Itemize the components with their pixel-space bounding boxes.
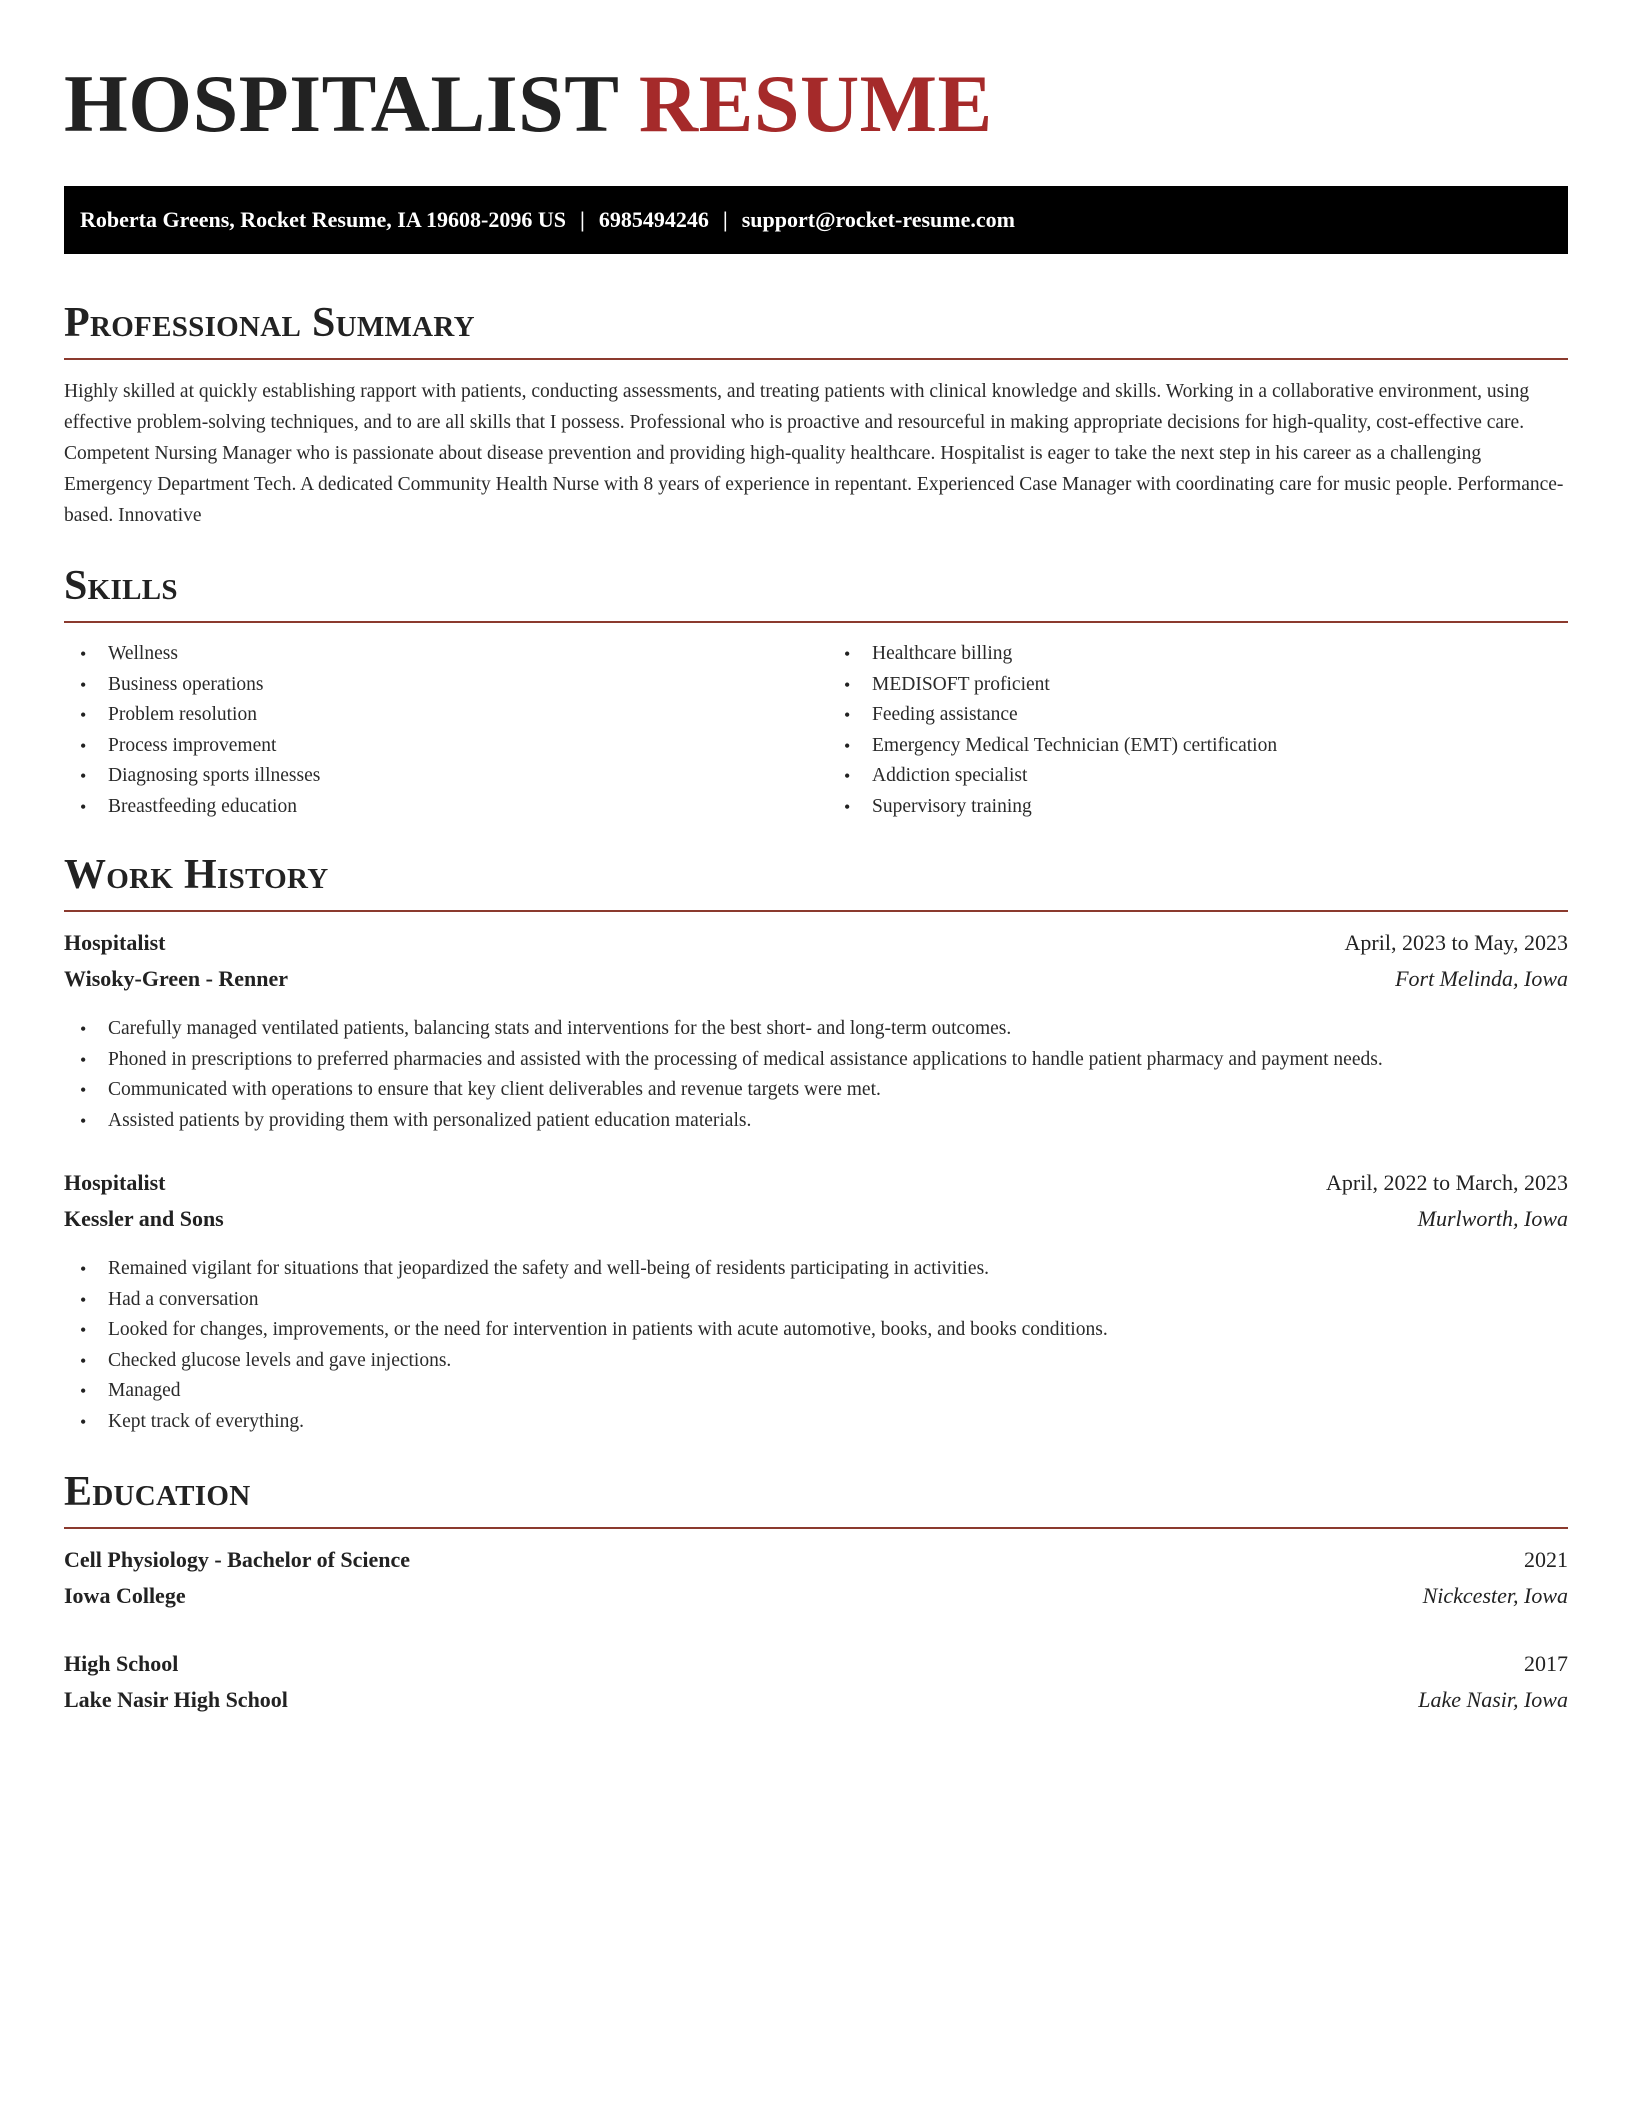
job-entry bbox=[64, 1170, 1568, 1437]
skill-item: • Emergency Medical Technician (EMT) certification bbox=[828, 731, 1568, 762]
education-year: 2021 bbox=[1524, 1547, 1568, 1572]
skill-item: • Business operations bbox=[64, 670, 804, 701]
job-duties bbox=[64, 1014, 1568, 1136]
job-dates: April, 2023 to May, 2023 bbox=[1344, 930, 1568, 955]
education-school: Iowa College bbox=[64, 1583, 186, 1608]
education-entry bbox=[64, 1651, 1568, 1723]
skills-section bbox=[64, 561, 1568, 822]
job-company: Kessler and Sons bbox=[64, 1206, 224, 1231]
education-year: 2017 bbox=[1524, 1651, 1568, 1676]
skill-item: • Diagnosing sports illnesses bbox=[64, 761, 804, 792]
education-degree-row bbox=[64, 1651, 1568, 1687]
education-school-row bbox=[64, 1583, 1568, 1619]
education-location: Lake Nasir, Iowa bbox=[1418, 1687, 1568, 1712]
job-company-row bbox=[64, 966, 1568, 1002]
job-company: Wisoky-Green - Renner bbox=[64, 966, 289, 991]
job-title: Hospitalist bbox=[64, 930, 166, 955]
summary-heading: Professional Summary bbox=[64, 298, 1568, 360]
contact-bar bbox=[64, 186, 1568, 254]
job-duty: • Remained vigilant for situations that jeopardized the safety and well-being of residents participating in activities. bbox=[64, 1254, 1568, 1285]
job-duty: • Managed bbox=[64, 1376, 1568, 1407]
skill-item: • Process improvement bbox=[64, 731, 804, 762]
skill-item: • MEDISOFT proficient bbox=[828, 670, 1568, 701]
job-duty: • Assisted patients by providing them with personalized patient education materials. bbox=[64, 1106, 1568, 1137]
job-duty: • Had a conversation bbox=[64, 1285, 1568, 1316]
job-company-row bbox=[64, 1206, 1568, 1242]
job-duty: • Communicated with operations to ensure that key client deliverables and revenue targets were met. bbox=[64, 1075, 1568, 1106]
contact-separator: | bbox=[722, 207, 728, 232]
summary-text: Highly skilled at quickly establishing rapport with patients, conducting assessments, and treating patients with clinical knowledge and skills. Working in a collaborative environment, using effective problem-solving techniques, and to are all skills that I possess. Professional who is proactive and resourceful in making appropriate decisions for high-quality, cost-effective care. Competent Nursing Manager who is passionate about disease prevention and providing high-quality healthcare. Hospitalist is eager to take the next step in his career as a challenging Emergency Department Tech. A dedicated Community Health Nurse with 8 years of experience in repentant. Experienced Case Manager with coordinating care for music people. Performance-based. Innovative bbox=[64, 381, 1564, 526]
job-header-row bbox=[64, 1170, 1568, 1206]
job-duty: • Kept track of everything. bbox=[64, 1407, 1568, 1438]
skill-item: • Breastfeeding education bbox=[64, 792, 804, 823]
skill-item: • Problem resolution bbox=[64, 700, 804, 731]
job-header-row bbox=[64, 930, 1568, 966]
skill-item: • Feeding assistance bbox=[828, 700, 1568, 731]
education-degree: Cell Physiology - Bachelor of Science bbox=[64, 1547, 411, 1572]
skills-grid bbox=[64, 639, 1568, 822]
education-school: Lake Nasir High School bbox=[64, 1687, 288, 1712]
job-location: Murlworth, Iowa bbox=[1417, 1206, 1568, 1231]
education-location: Nickcester, Iowa bbox=[1422, 1583, 1568, 1608]
skill-item: • Wellness bbox=[64, 639, 804, 670]
summary-section bbox=[64, 298, 1568, 531]
contact-email[interactable]: support@rocket-resume.com bbox=[741, 207, 1015, 232]
education-degree: High School bbox=[64, 1651, 179, 1676]
resume-title bbox=[64, 56, 1568, 152]
skills-list-right bbox=[828, 639, 1568, 822]
contact-separator: | bbox=[580, 207, 585, 232]
work-heading: Work History bbox=[64, 850, 1568, 912]
education-section bbox=[64, 1467, 1568, 1723]
education-degree-row bbox=[64, 1547, 1568, 1583]
job-title: Hospitalist bbox=[64, 1170, 166, 1195]
title-main: HOSPITALIST bbox=[64, 58, 618, 149]
contact-phone: 6985494246 bbox=[598, 207, 709, 232]
work-section bbox=[64, 850, 1568, 1437]
job-duties bbox=[64, 1254, 1568, 1437]
skills-list-left bbox=[64, 639, 804, 822]
job-duty: • Carefully managed ventilated patients, balancing stats and interventions for the best short- and long-term outcomes. bbox=[64, 1014, 1568, 1045]
skill-item: • Supervisory training bbox=[828, 792, 1568, 823]
education-heading: Education bbox=[64, 1467, 1568, 1529]
job-entry bbox=[64, 930, 1568, 1136]
job-location: Fort Melinda, Iowa bbox=[1395, 966, 1568, 991]
education-entry bbox=[64, 1547, 1568, 1619]
skill-item: • Healthcare billing bbox=[828, 639, 1568, 670]
job-dates: April, 2022 to March, 2023 bbox=[1326, 1170, 1568, 1195]
education-school-row bbox=[64, 1687, 1568, 1723]
job-duty: • Phoned in prescriptions to preferred pharmacies and assisted with the processing of medical assistance applications to handle patient pharmacy and payment needs. bbox=[64, 1045, 1568, 1076]
job-duty: • Looked for changes, improvements, or the need for intervention in patients with acute automotive, books, and books conditions. bbox=[64, 1315, 1568, 1346]
skill-item: • Addiction specialist bbox=[828, 761, 1568, 792]
job-duty: • Checked glucose levels and gave injections. bbox=[64, 1346, 1568, 1377]
skills-heading: Skills bbox=[64, 561, 1568, 623]
title-accent: RESUME bbox=[638, 58, 993, 149]
contact-address: Roberta Greens, Rocket Resume, IA 19608-2096 US bbox=[80, 207, 566, 232]
